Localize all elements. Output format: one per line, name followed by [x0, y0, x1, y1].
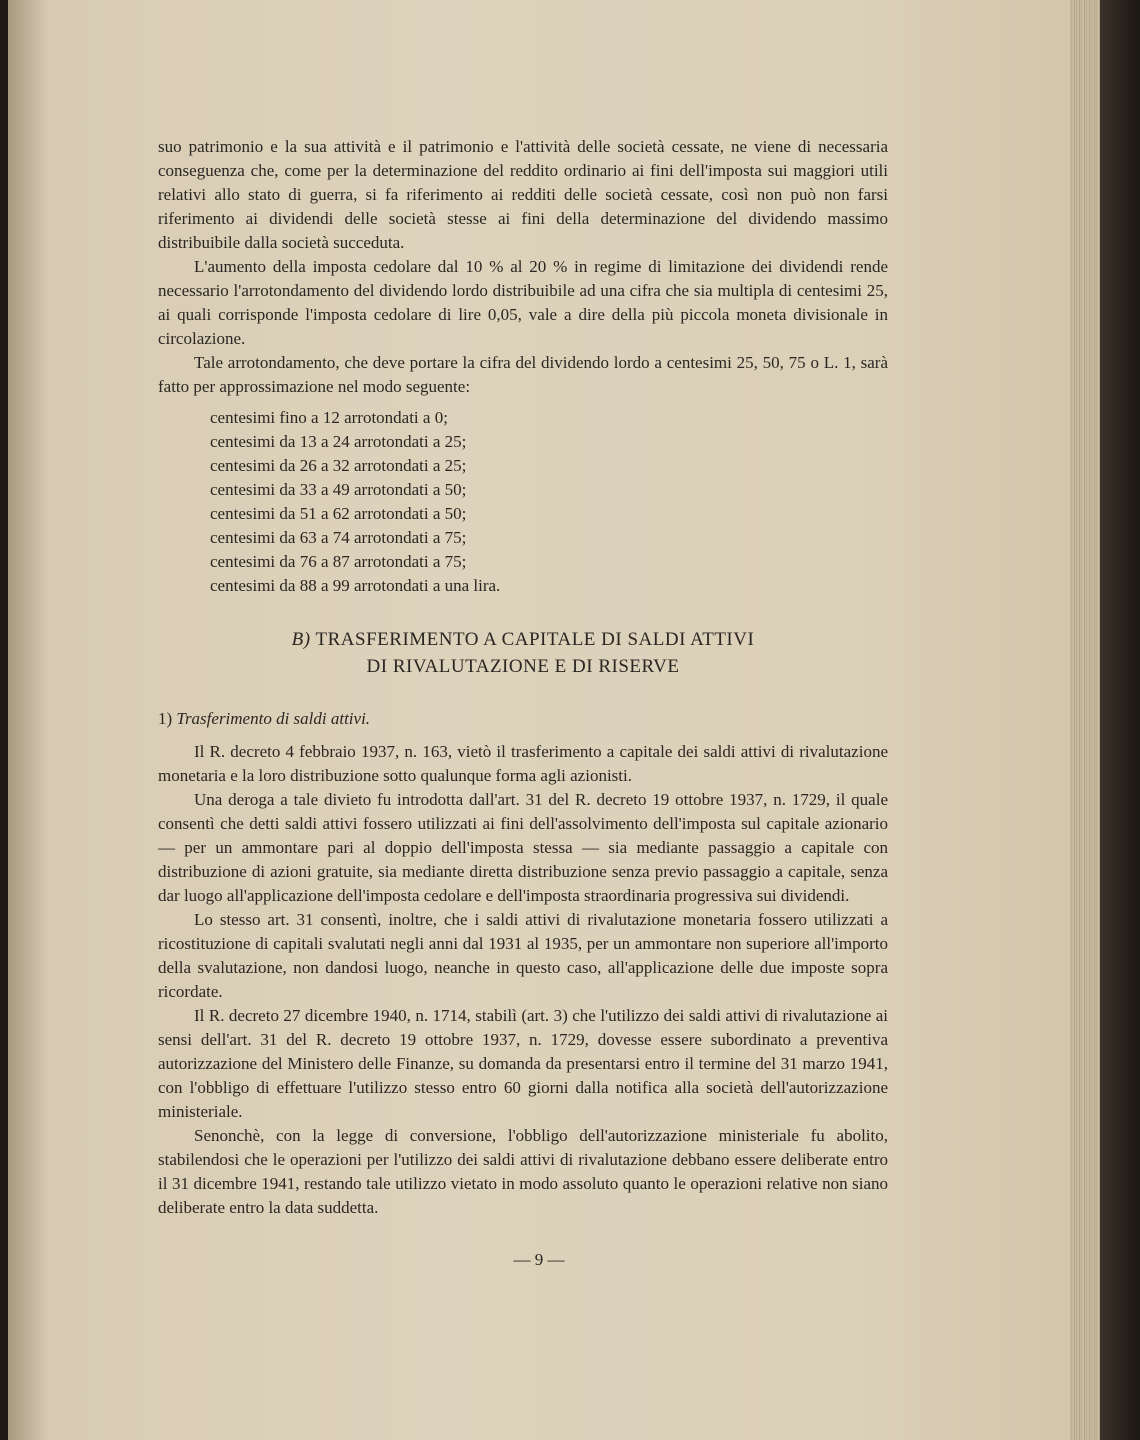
paragraph-decreto-1940: Il R. decreto 27 dicembre 1940, n. 1714, stabilì (art. 3) che l'utilizzo dei saldi attivi di rivalutazione ai sensi dell'art. 31 del R. decreto 19 ottobre 1937, n. 1729, dovesse essere subordinato a preventiva autorizzazione del Ministero delle Finanze, su domanda da presentarsi entro il termine del 31 marzo 1941, con l'obbligo di effettuare l'utilizzo stesso entro 60 giorni dalla notifica alla società dell'autorizzazione ministeriale. — [158, 1006, 888, 1121]
subsection-number: 1) — [158, 709, 173, 728]
rounding-list — [210, 406, 888, 598]
list-item: centesimi da 63 a 74 arrotondati a 75; — [210, 528, 467, 547]
book-page — [8, 0, 1070, 1440]
list-item: centesimi fino a 12 arrotondati a 0; — [210, 408, 448, 427]
section-heading-line-1 — [158, 626, 888, 653]
paragraph-decreto-1937: Il R. decreto 4 febbraio 1937, n. 163, vietò il trasferimento a capitale dei saldi attivi di rivalutazione monetaria e la loro distribuzione sotto qualunque forma agli azionisti. — [158, 742, 888, 785]
list-item: centesimi da 33 a 49 arrotondati a 50; — [210, 480, 467, 499]
paragraph-senonche: Senonchè, con la legge di conversione, l'obbligo dell'autorizzazione ministeriale fu abolito, stabilendosi che le operazioni per l'utilizzo dei saldi attivi di rivalutazione debbano essere deliberate entro il 31 dicembre 1941, restando tale utilizzo vietato in modo assoluto quanto le operazioni relative non siano deliberate entro la data suddetta. — [158, 1126, 888, 1217]
section-title-line-1: TRASFERIMENTO A CAPITALE DI SALDI ATTIVI — [315, 629, 755, 650]
subsection-title: Trasferimento di saldi attivi. — [176, 709, 371, 728]
paragraph-deroga: Una deroga a tale divieto fu introdotta dall'art. 31 del R. decreto 19 ottobre 1937, n. 1729, il quale consentì che detti saldi attivi fossero utilizzati ai fini dell'assolvimento dell'imposta sul capitale azionario — per un ammontare pari al doppio dell'imposta stessa — sia mediante passaggio a capitale con distribuzione di azioni gratuite, sia mediante diretta distribuzione senza previo passaggio a capitale, senza dar luogo all'applicazione dell'imposta cedolare e dell'imposta straordinaria progressiva sui dividendi. — [158, 790, 888, 905]
section-letter: B) — [291, 629, 311, 650]
paragraph-art-31: Lo stesso art. 31 consentì, inoltre, che i saldi attivi di rivalutazione monetaria fossero utilizzati a ricostituzione di capitali svalutati negli anni dal 1931 al 1935, per un ammontare non superiore all'importo della svalutazione, non dandosi luogo, neanche in questo caso, all'applicazione delle due imposte sopra ricordate. — [158, 910, 888, 1001]
section-heading — [158, 626, 888, 680]
book-cover — [1100, 0, 1140, 1440]
page-body — [158, 135, 888, 1220]
page-edges — [1070, 0, 1100, 1440]
list-item: centesimi da 13 a 24 arrotondati a 25; — [210, 432, 467, 451]
subsection-heading — [158, 707, 888, 731]
list-item: centesimi da 76 a 87 arrotondati a 75; — [210, 552, 467, 571]
paragraph-continued: suo patrimonio e la sua attività e il patrimonio e l'attività delle società cessate, ne viene di necessaria conseguenza che, come per la determinazione del reddito ordinario ai fini dell'imposta sui maggiori utili relativi allo stato di guerra, si fa riferimento ai redditi delle società cessate, così non può non farsi riferimento ai dividendi delle società stesse ai fini della determinazione del dividendo massimo distribuibile dalla società succeduta. — [158, 137, 888, 252]
list-item: centesimi da 51 a 62 arrotondati a 50; — [210, 504, 467, 523]
list-item: centesimi da 26 a 32 arrotondati a 25; — [210, 456, 467, 475]
list-item: centesimi da 88 a 99 arrotondati a una lira. — [210, 576, 501, 595]
paragraph-arrotondamento: Tale arrotondamento, che deve portare la cifra del dividendo lordo a centesimi 25, 50, 75 o L. 1, sarà fatto per approssimazione nel modo seguente: — [158, 353, 888, 396]
page-number: — 9 — — [513, 1250, 565, 1269]
paragraph-imposta-cedolare: L'aumento della imposta cedolare dal 10 % al 20 % in regime di limitazione dei dividendi rende necessario l'arrotondamento del dividendo lordo distribuibile ad una cifra che sia multipla di centesimi 25, ai quali corrisponde l'imposta cedolare di lire 0,05, vale a dire della più piccola moneta divisionale in circolazione. — [158, 257, 888, 348]
section-title-line-2: DI RIVALUTAZIONE E DI RISERVE — [366, 656, 680, 677]
